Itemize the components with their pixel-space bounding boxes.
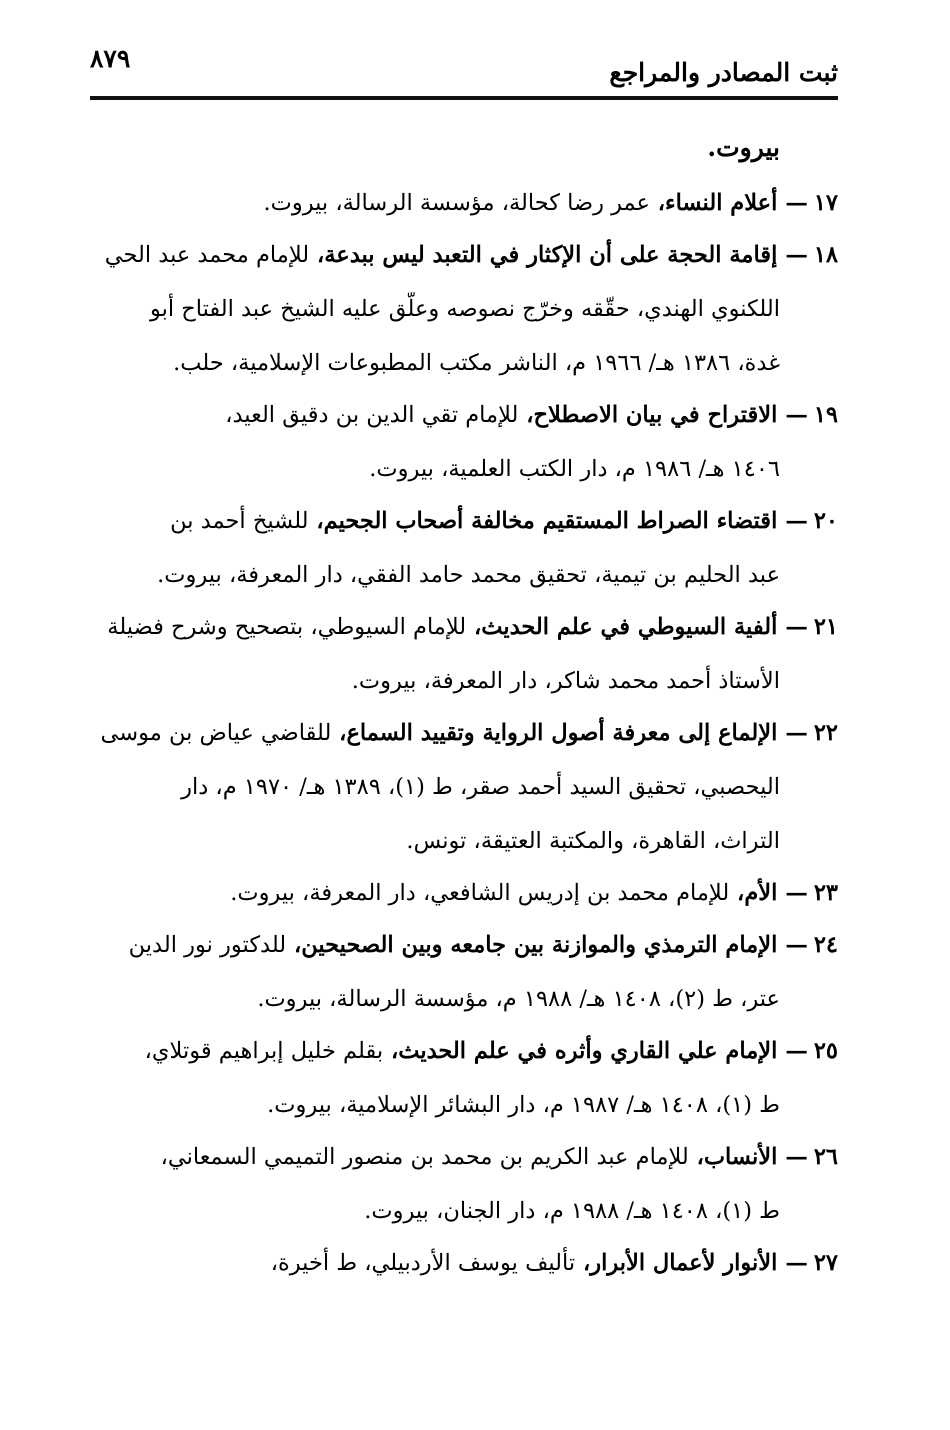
entry-title: الأنوار لأعمال الأبرار، (575, 1250, 778, 1276)
entry-continuation-line: ط (١)، ١٤٠٨ هـ/ ١٩٨٨ م، دار الجنان، بيروت. (364, 1198, 780, 1224)
running-title: ثبت المصادر والمراجع (609, 58, 838, 87)
entry-number: ٢٣ (813, 880, 838, 906)
entry-dash: — (785, 508, 808, 534)
entry-title: الأنساب، (688, 1144, 778, 1170)
entry-number: ٢١ (813, 614, 838, 640)
entry-text: للإمام محمد بن إدريس الشافعي، دار المعرفة، بيروت. (230, 880, 730, 906)
entry-title: ألفية السيوطي في علم الحديث، (466, 614, 778, 640)
entry-first-line (84, 398, 838, 432)
entry-dash: — (785, 402, 808, 428)
entry-text: للإمام تقي الدين بن دقيق العيد، (225, 402, 519, 428)
entry-dash: — (785, 242, 808, 268)
entry-title: إقامة الحجة على أن الإكثار في التعبد ليس ببدعة، (309, 242, 778, 268)
entry-title: الأم، (729, 880, 778, 906)
entry-text: بقلم خليل إبراهيم قوتلاي، (144, 1038, 384, 1064)
reference-entry (84, 716, 838, 858)
entry-continuation-line: التراث، القاهرة، والمكتبة العتيقة، تونس. (406, 828, 780, 854)
entry-first-line (84, 928, 838, 962)
entry-title: أعلام النساء، (649, 190, 778, 216)
entry-title: الاقتراح في بيان الاصطلاح، (518, 402, 778, 428)
reference-entry (84, 610, 838, 698)
entry-first-line (84, 610, 838, 644)
reference-entry (84, 876, 838, 910)
entry-number: ٢٥ (813, 1038, 838, 1064)
entry-number: ١٧ (813, 190, 838, 216)
page-header (90, 40, 838, 100)
entry-continuation-line: ط (١)، ١٤٠٨ هـ/ ١٩٨٧ م، دار البشائر الإسلامية، بيروت. (267, 1092, 780, 1118)
entry-dash: — (785, 880, 808, 906)
entry-title: الإمام الترمذي والموازنة بين جامعه وبين الصحيحين، (286, 932, 778, 958)
entry-text: للشيخ أحمد بن (170, 508, 309, 534)
entry-number: ١٨ (813, 242, 838, 268)
entry-number: ٢٤ (813, 932, 838, 958)
entry-number: ٢٧ (813, 1250, 838, 1276)
entry-dash: — (785, 932, 808, 958)
reference-entry (84, 186, 838, 220)
entry-title: اقتضاء الصراط المستقيم مخالفة أصحاب الجحيم، (308, 508, 778, 534)
entry-number: ٢٠ (813, 508, 838, 534)
reference-entry (84, 1140, 838, 1228)
reference-entry (84, 398, 838, 486)
entry-number: ١٩ (813, 402, 838, 428)
entry-dash: — (785, 1250, 808, 1276)
references-list (84, 128, 838, 1298)
entry-dash: — (785, 720, 808, 746)
entry-number: ٢٢ (813, 720, 838, 746)
entry-continuation-line: الأستاذ أحمد محمد شاكر، دار المعرفة، بيروت. (351, 668, 780, 694)
entry-dash: — (785, 614, 808, 640)
entry-first-line (84, 1140, 838, 1174)
entry-continuation-line: ١٤٠٦ هـ/ ١٩٨٦ م، دار الكتب العلمية، بيروت. (369, 456, 780, 482)
entry-text: للإمام عبد الكريم بن محمد بن منصور التميمي السمعاني، (160, 1144, 689, 1170)
entry-continuation-line: عبد الحليم بن تيمية، تحقيق محمد حامد الفقي، دار المعرفة، بيروت. (157, 562, 780, 588)
entry-continuation-line: اليحصبي، تحقيق السيد أحمد صقر، ط (١)، ١٣٨٩ هـ/ ١٩٧٠ م، دار (181, 774, 780, 800)
reference-entry (84, 1034, 838, 1122)
entry-continuation-line: غدة، ١٣٨٦ هـ/ ١٩٦٦ م، الناشر مكتب المطبوعات الإسلامية، حلب. (173, 350, 780, 376)
entry-first-line (84, 1034, 838, 1068)
entry-continuation-line: عتر، ط (٢)، ١٤٠٨ هـ/ ١٩٨٨ م، مؤسسة الرسالة، بيروت. (257, 986, 780, 1012)
entry-number: ٢٦ (813, 1144, 838, 1170)
entry-text: للإمام محمد عبد الحي (104, 242, 310, 268)
entry-text: تأليف يوسف الأردبيلي، ط أخيرة، (270, 1250, 576, 1276)
entry-dash: — (785, 190, 808, 216)
entry-text: عمر رضا كحالة، مؤسسة الرسالة، بيروت. (263, 190, 650, 216)
entry-text: للقاضي عياض بن موسى (100, 720, 332, 746)
entry-first-line (84, 238, 838, 272)
reference-entry (84, 238, 838, 380)
entry-first-line (84, 716, 838, 750)
reference-entry (84, 1246, 838, 1280)
entry-dash: — (785, 1038, 808, 1064)
page-number: ٨٧٩ (90, 44, 131, 73)
entry-dash: — (785, 1144, 808, 1170)
entry-first-line (84, 504, 838, 538)
entry-first-line (84, 186, 838, 220)
entry-title: الإلماع إلى معرفة أصول الرواية وتقييد السماع، (331, 720, 778, 746)
continued-text: بيروت. (707, 133, 780, 162)
reference-entry (84, 928, 838, 1016)
entry-title: الإمام علي القاري وأثره في علم الحديث، (383, 1038, 778, 1064)
entry-text: للإمام السيوطي، بتصحيح وشرح فضيلة (107, 614, 467, 640)
entry-text: للدكتور نور الدين (128, 932, 287, 958)
entry-continuation-line: اللكنوي الهندي، حقّقه وخرّج نصوصه وعلّق عليه الشيخ عبد الفتاح أبو (149, 296, 780, 322)
entry-first-line (84, 1246, 838, 1280)
entries-container (84, 186, 838, 1280)
entry-first-line (84, 876, 838, 910)
reference-entry (84, 504, 838, 592)
